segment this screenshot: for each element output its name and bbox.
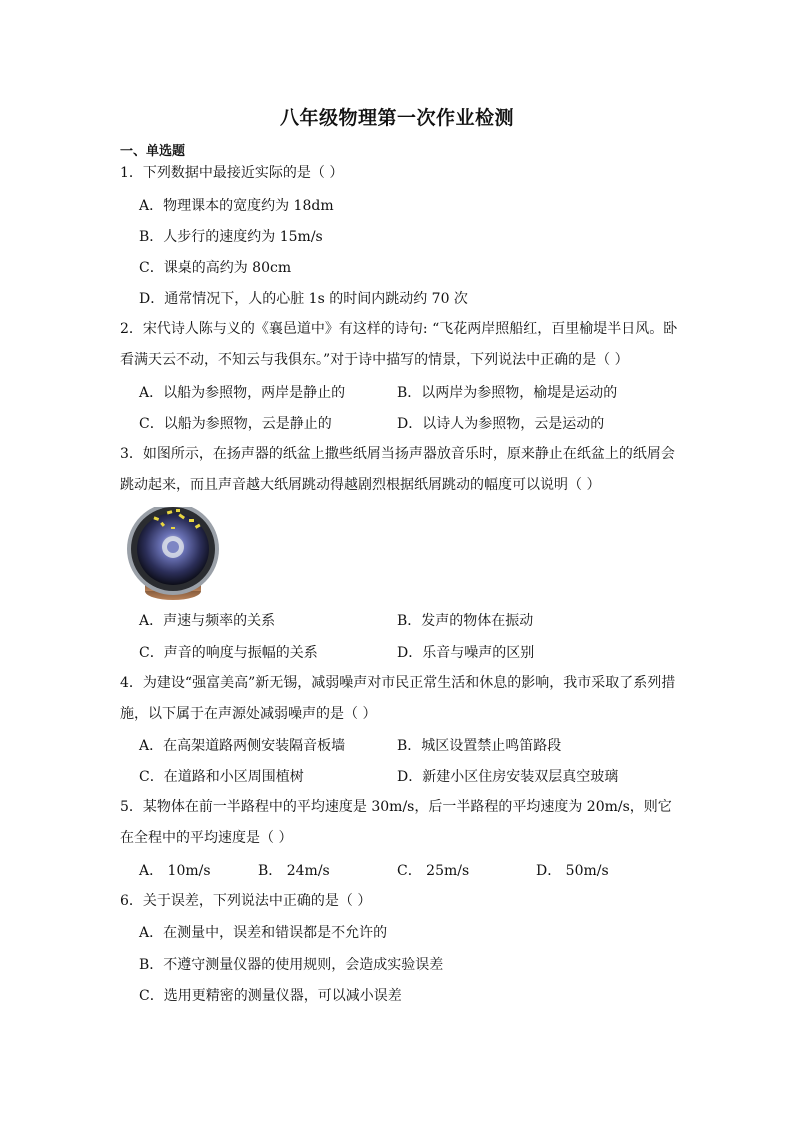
question-1-stem: 1．下列数据中最接近实际的是（ ）	[120, 165, 344, 181]
question-2-stem: 2．宋代诗人陈与义的《襄邑道中》有这样的诗句: “飞花两岸照船红，百里榆堤半日风。卧看满天云不动，不知云与我俱东。”对于诗中描写的情景，下列说法中正确的是（ ）	[120, 321, 678, 368]
question-1-option-b: B．人步行的速度约为 15m/s	[139, 229, 323, 245]
question-2-option-d: D．以诗人为参照物，云是运动的	[397, 416, 605, 432]
question-5-option-b: B． 24m/s	[258, 863, 330, 879]
question-1-option-a: A．物理课本的宽度约为 18dm	[139, 198, 334, 214]
question-2-option-c: C．以船为参照物，云是静止的	[139, 416, 332, 432]
question-1-option-c: C．课桌的高约为 80cm	[139, 260, 292, 276]
question-4-option-b: B．城区设置禁止鸣笛路段	[397, 738, 562, 754]
question-6-stem: 6．关于误差，下列说法中正确的是（ ）	[120, 893, 372, 909]
question-3-option-d: D．乐音与噪声的区别	[397, 645, 535, 661]
question-2-option-b: B．以两岸为参照物，榆堤是运动的	[397, 385, 618, 401]
question-5-option-c: C． 25m/s	[397, 863, 470, 879]
question-6-option-b: B．不遵守测量仪器的使用规则，会造成实验误差	[139, 957, 444, 973]
question-6-option-a: A．在测量中，误差和错误都是不允许的	[139, 925, 388, 941]
question-3-stem: 3．如图所示，在扬声器的纸盆上撒些纸屑当扬声器放音乐时，原来静止在纸盆上的纸屑会跳动起来，而且声音越大纸屑跳动得越剧烈根据纸屑跳动的幅度可以说明（ ）	[120, 446, 675, 493]
question-4-option-d: D．新建小区住房安装双层真空玻璃	[397, 769, 619, 785]
question-3-option-a: A．声速与频率的关系	[139, 613, 276, 629]
question-4-option-a: A．在高架道路两侧安装隔音板墙	[139, 738, 346, 754]
question-4-stem: 4．为建设“强富美高”新无锡，减弱噪声对市民正常生活和休息的影响，我市采取了系列措施，以下属于在声源处减弱噪声的是（ ）	[120, 675, 676, 722]
question-4-option-c: C．在道路和小区周围植树	[139, 769, 304, 785]
question-5-stem: 5．某物体在前一半路程中的平均速度是 30m/s，后一半路程的平均速度为 20m/s，则它在全程中的平均速度是（ ）	[120, 799, 672, 846]
question-3-option-b: B．发声的物体在振动	[397, 613, 534, 629]
speaker-image	[121, 507, 224, 603]
question-5-option-d: D． 50m/s	[536, 863, 609, 879]
question-5-option-a: A． 10m/s	[139, 863, 211, 879]
question-1-option-d: D．通常情况下，人的心脏 1s 的时间内跳动约 70 次	[139, 291, 468, 307]
question-6-option-c: C．选用更精密的测量仪器，可以减小误差	[139, 988, 402, 1004]
page-title: 八年级物理第一次作业检测	[279, 107, 514, 129]
question-2-option-a: A．以船为参照物，两岸是静止的	[139, 385, 346, 401]
section-heading: 一、单选题	[120, 144, 186, 159]
question-3-option-c: C．声音的响度与振幅的关系	[139, 645, 318, 661]
